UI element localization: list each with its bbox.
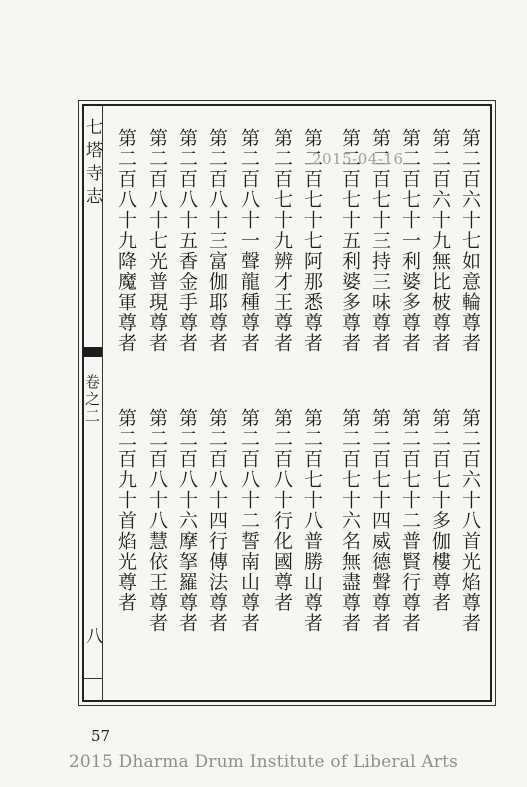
footer-watermark: 2015 Dharma Drum Institute of Liberal Arts <box>68 752 459 772</box>
book-title: 七塔寺志 <box>82 118 102 210</box>
arhat-entry: 第二百八十七光普現尊者 <box>146 128 168 354</box>
arhat-entry: 第二百六十七如意輪尊者 <box>459 128 481 354</box>
fold-column <box>82 104 103 702</box>
arhat-entry: 第二百八十三富伽耶尊者 <box>206 128 228 354</box>
arhat-entry: 第二百八十八慧依王尊者 <box>146 408 168 634</box>
page-number: 57 <box>91 727 111 745</box>
arhat-entry: 第二百八十行化國尊者 <box>271 408 293 613</box>
volume-label: 卷之二 <box>83 374 101 425</box>
date-watermark: 2015-04-16 <box>312 150 404 168</box>
fold-rule <box>82 678 102 679</box>
arhat-entry: 第二百八十一聲龍種尊者 <box>238 128 260 354</box>
folio-number: 八 <box>82 627 102 644</box>
arhat-entry: 第二百七十七阿那悉尊者 <box>301 128 323 354</box>
arhat-entry: 第二百九十首焰光尊者 <box>115 408 137 613</box>
arhat-entry: 第二百七十多伽樓尊者 <box>429 408 451 613</box>
arhat-entry: 第二百七十六名無盡尊者 <box>339 408 361 634</box>
arhat-entry: 第二百七十三持三味尊者 <box>369 128 391 354</box>
arhat-entry: 第二百六十九無比柀尊者 <box>429 128 451 354</box>
arhat-entry: 第二百七十二普賢行尊者 <box>399 408 421 634</box>
fishtail-mark-icon <box>82 347 102 365</box>
arhat-entry: 第二百八十九降魔軍尊者 <box>115 128 137 354</box>
arhat-entry: 第二百七十四威德聲尊者 <box>369 408 391 634</box>
arhat-entry: 第二百七十五利婆多尊者 <box>339 128 361 354</box>
arhat-entry: 第二百七十九辨才王尊者 <box>271 128 293 354</box>
arhat-entry: 第二百七十一利婆多尊者 <box>399 128 421 354</box>
arhat-entry: 第二百六十八首光焰尊者 <box>459 408 481 634</box>
arhat-entry: 第二百八十二誓南山尊者 <box>238 408 260 634</box>
arhat-entry: 第二百八十四行傳法尊者 <box>206 408 228 634</box>
arhat-entry: 第二百七十八普勝山尊者 <box>301 408 323 634</box>
arhat-entry: 第二百八十五香金手尊者 <box>176 128 198 354</box>
arhat-entry: 第二百八十六摩拏羅尊者 <box>176 408 198 634</box>
